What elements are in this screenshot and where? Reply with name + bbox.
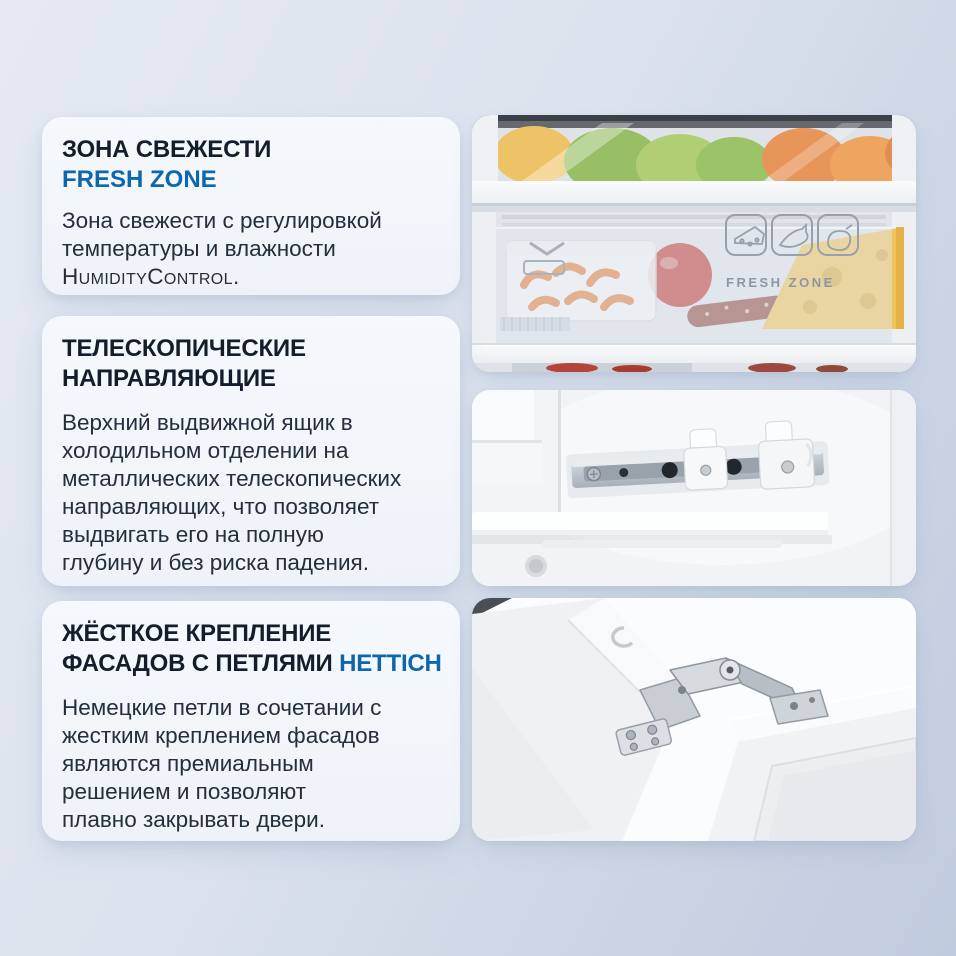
body-line: жестким креплением фасадов (62, 723, 380, 748)
title-accent-hettich: HETTICH (339, 650, 442, 677)
body-line: выдвигать его на полную (62, 522, 324, 547)
body-line: плавно закрывать двери. (62, 807, 326, 832)
body-line: являются премиальным (62, 751, 314, 776)
feature-card-fresh-zone (42, 117, 460, 295)
body-line: металлических телескопических (62, 466, 402, 491)
feature-card-telescopic-rails (42, 316, 460, 586)
body-line: решением и позволяют (62, 779, 307, 804)
body-line: Верхний выдвижной ящик в (62, 410, 353, 435)
card-body-telescopic-rails (62, 409, 446, 577)
fresh-zone-label: FRESH ZONE (726, 275, 835, 290)
title-line: ТЕЛЕСКОПИЧЕСКИЕ (62, 335, 306, 362)
body-line: температуры и влажности (62, 236, 336, 261)
card-body-fresh-zone (62, 207, 446, 291)
title-line: НАПРАВЛЯЮЩИЕ (62, 365, 276, 392)
hinge-photo-art (472, 598, 916, 841)
title-line (62, 649, 446, 679)
card-subtitle-fresh-zone: FRESH ZONE (62, 166, 217, 193)
body-line-humiditycontrol: HumidityControl. (62, 264, 240, 289)
card-title-fresh-zone: ЗОНА СВЕЖЕСТИ (62, 136, 272, 163)
card-title-hettich-hinges (62, 619, 446, 679)
card-body-hettich-hinges (62, 694, 446, 834)
photo-hettich-hinge (472, 598, 916, 841)
body-line: холодильном отделении на (62, 438, 349, 463)
fresh-zone-photo-art (472, 115, 916, 372)
card-title-telescopic-rails (62, 334, 446, 394)
telescopic-rail-photo-art (472, 390, 916, 586)
photo-telescopic-rail (472, 390, 916, 586)
photo-fresh-zone-drawer (472, 115, 916, 372)
title-prefix: ФАСАДОВ С ПЕТЛЯМИ (62, 650, 333, 677)
body-line: Немецкие петли в сочетании с (62, 695, 382, 720)
title-line: ЖЁСТКОЕ КРЕПЛЕНИЕ (62, 620, 332, 647)
body-line: направляющих, что позволяет (62, 494, 380, 519)
feature-card-hettich-hinges (42, 601, 460, 841)
body-line: глубину и без риска падения. (62, 550, 369, 575)
body-line: Зона свежести с регулировкой (62, 208, 382, 233)
